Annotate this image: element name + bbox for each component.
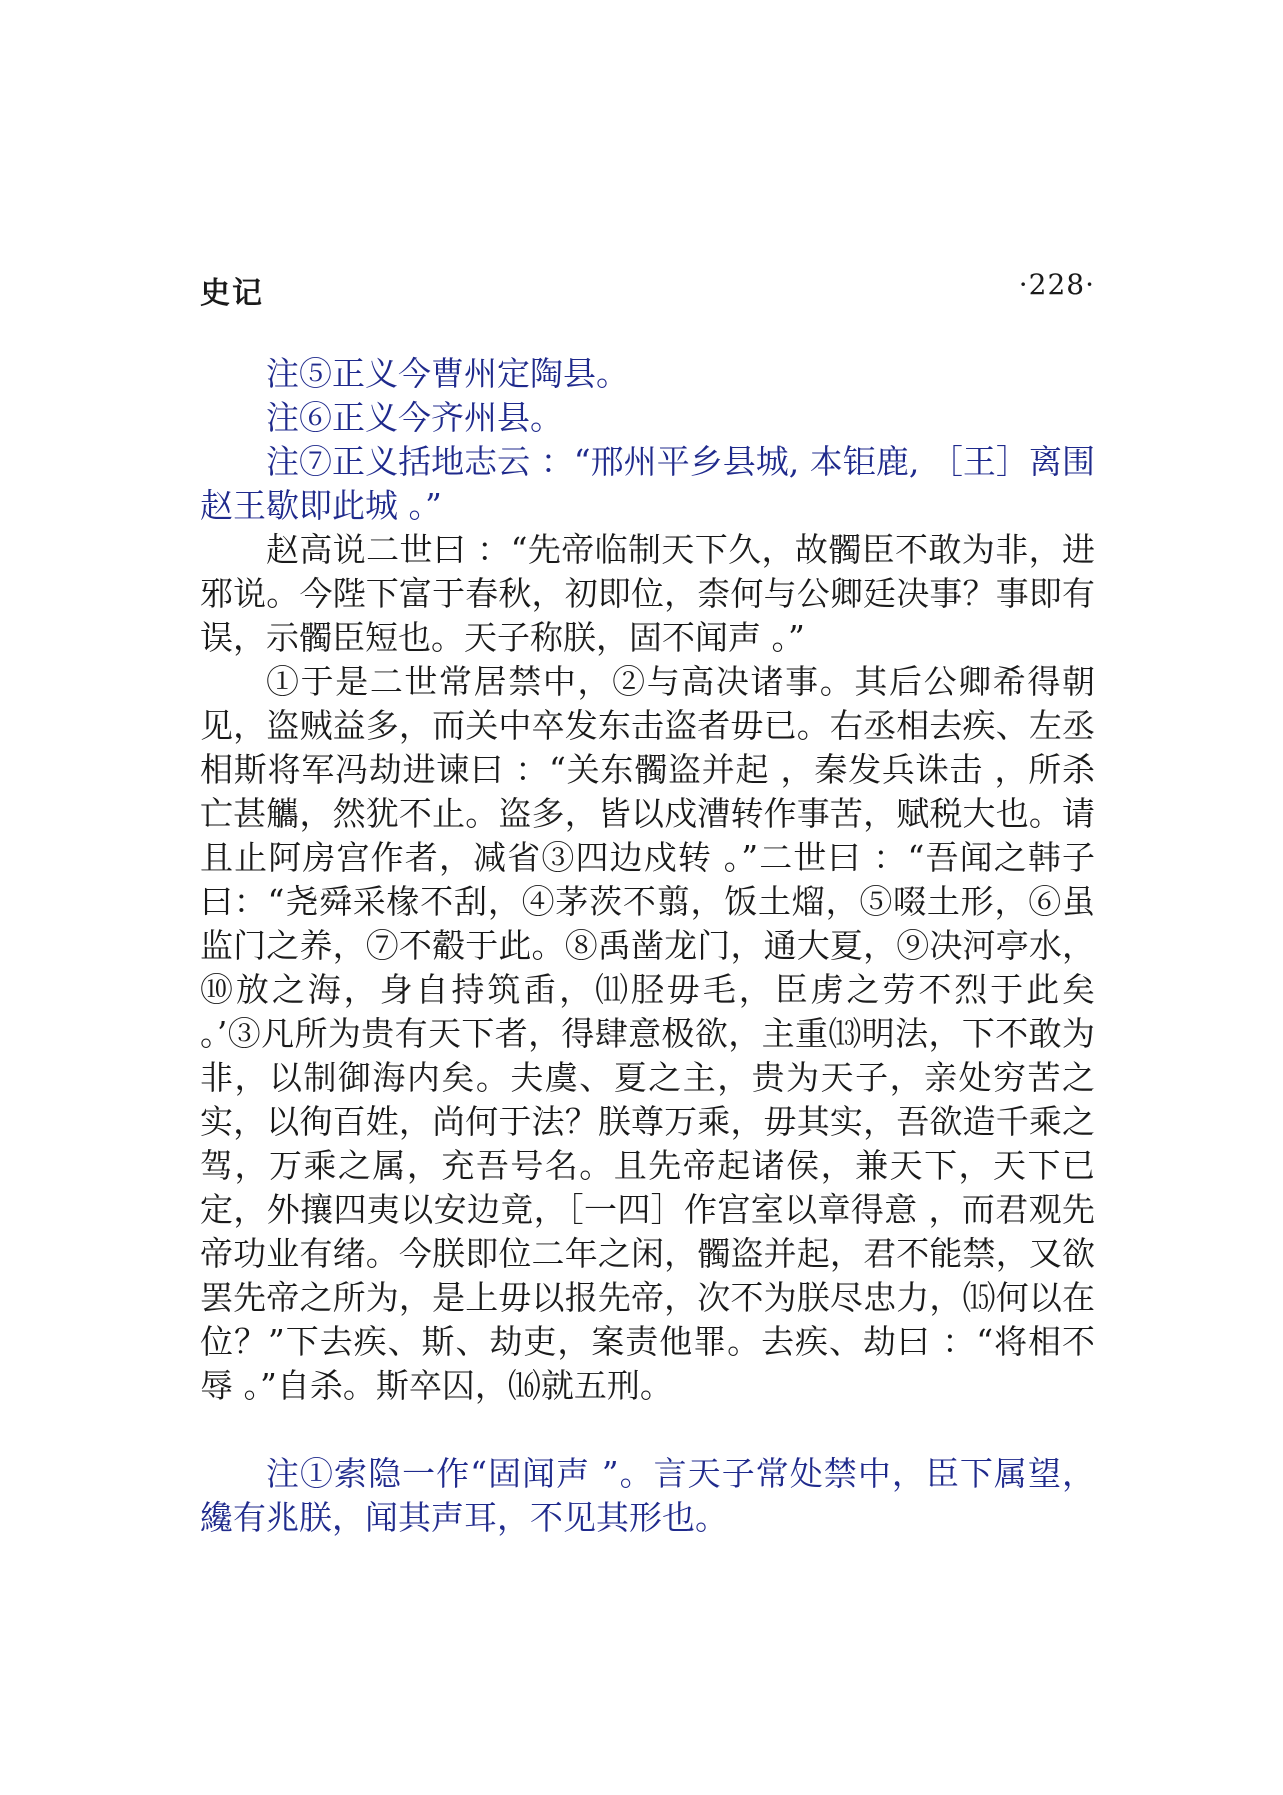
note-5: 注⑤正义今曹州定陶县。 [266, 354, 629, 393]
note-6: 注⑥正义今齐州县。 [266, 398, 563, 437]
book-title: 史记 [200, 276, 264, 311]
page-body [200, 352, 1095, 1540]
page-header [200, 268, 1095, 311]
note-7: 注⑦正义括地志云 ：“邢州平乡县城, 本钜鹿, ［王］离围赵王歇即此城 。” [200, 442, 1095, 525]
note-1: 注①索隐一作“固闻声 ”。言天子常处禁中，臣下属望，纔有兆朕，闻其声耳，不见其形也。 [200, 1454, 1095, 1537]
paragraph-er-shi: ①于是二世常居禁中，②与高决诸事。其后公卿希得朝见，盗贼益多，而关中卒发东击盗者毋已。右丞相去疾、左丞相斯将军冯劫进谏曰 ：“关东髑盗并起 ，秦发兵诛击 ，所杀亡甚觿，然犹不止。盗多，皆以戍漕转作事苦，赋税大也。请且止阿房宫作者，减省③四边戍转 。”二世曰 ：“吾闻之韩子曰：“尧舜采椽不刮，④茅茨不翦，饭土熘，⑤啜土形，⑥虽监门之养，⑦不觳于此。⑧禹凿龙门，通大夏，⑨决河亭水，⑩放之海，身自持筑臿，⑾胫毋毛，臣虏之劳不烈于此矣 。’③凡所为贵有天下者，得肆意极欲，主重⒀明法，下不敢为非，以制御海内矣。夫虞、夏之主，贵为天子，亲处穷苦之实，以徇百姓，尚何于法？朕尊万乘，毋其实，吾欲造千乘之驾，万乘之属，充吾号名。且先帝起诸侯，兼天下，天下已定，外攘四夷以安边竟，［一四］作宫室以章得意 ，而君观先帝功业有绪。今朕即位二年之闲，髑盗并起，君不能禁，又欲罢先帝之所为，是上毋以报先帝，次不为朕尽忠力，⒂何以在位？”下去疾、斯、劫吏，案责他罪。去疾、劫曰 ：“将相不辱 。”自杀。斯卒囚，⒃就五刑。 [200, 662, 1095, 1405]
page-number: ·228· [1018, 268, 1095, 301]
paragraph-zhao-gao: 赵高说二世曰 ：“先帝临制天下久，故髑臣不敢为非，进邪说。今陛下富于春秋，初即位，柰何与公卿廷决事？事即有误，示髑臣短也。天子称朕，固不闻声 。” [200, 530, 1095, 657]
